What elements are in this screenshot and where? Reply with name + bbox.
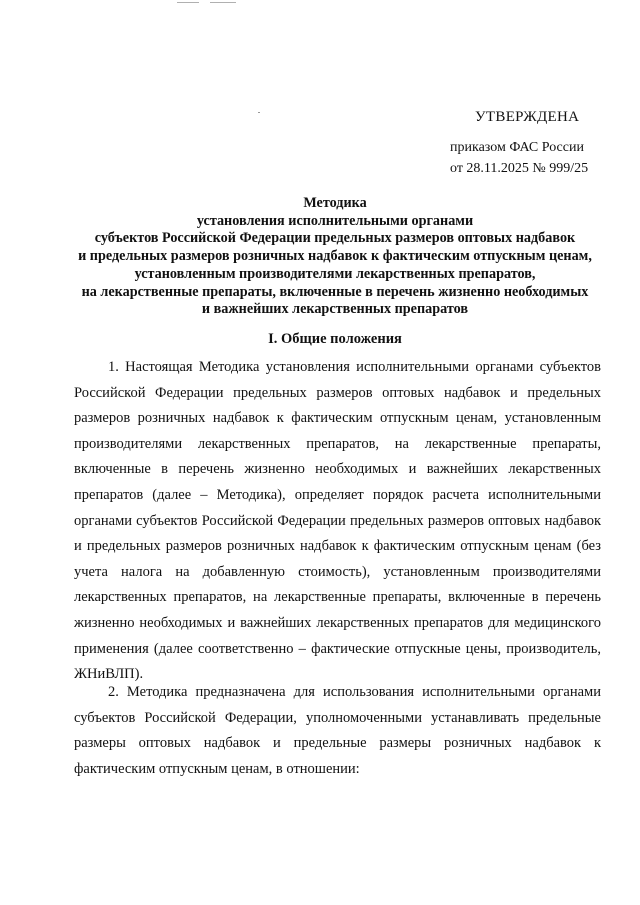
- title-line: и важнейших лекарственных препаратов: [201, 301, 469, 318]
- title-line: установленным производителями лекарственных препаратов,: [134, 265, 536, 282]
- title-line: установления исполнительными органами: [196, 212, 474, 229]
- title-line: Методика: [303, 195, 367, 211]
- approval-date-line: от 28.11.2025 № 999/25: [450, 161, 589, 176]
- title-line: и предельных размеров розничных надбавок к фактическим отпускным ценам,: [78, 248, 592, 265]
- document-title: [60, 195, 610, 319]
- title-line: субъектов Российской Федерации предельных размеров оптовых надбавок: [94, 230, 576, 247]
- approval-order-line: приказом ФАС России: [450, 140, 584, 155]
- title-line: на лекарственные препараты, включенные в перечень жизненно необходимых: [81, 283, 589, 300]
- approval-title: УТВЕРЖДЕНА: [475, 109, 580, 125]
- section-heading: I. Общие положения: [268, 331, 402, 347]
- approval-block: [450, 106, 630, 179]
- paragraph-1: 1. Настоящая Методика установления исполнительными органами субъектов Российской Федерации предельных размеров оптовых надбавок и предельных размеров розничных надбавок к фактическим отпускным ценам, установленным производителями лекарственных препаратов, на лекарственные препараты, включенные в перечень жизненно необходимых и важнейших лекарственных препаратов (далее – Методика), определяет порядок расчета исполнительными органами субъектов Российской Федерации предельных размеров оптовых надбавок и предельных размеров розничных надбавок к фактическим отпускным ценам (без учета налога на добавленную стоимость), установленным производителями лекарственных препаратов, на лекарственные препараты, включенные в перечень жизненно необходимых и важнейших лекарственных препаратов для медицинского применения (далее соответственно – фактические отпускные цены, производитель, ЖНиВЛП).: [74, 359, 601, 683]
- scan-artifact-dot: [258, 112, 260, 113]
- scan-artifact-line: [177, 2, 199, 3]
- paragraph-2: 2. Методика предназначена для использования исполнительными органами субъектов Российской Федерации, уполномоченными устанавливать предельные размеры оптовых надбавок и предельные размеры розничных надбавок к фактическим отпускным ценам, в отношении:: [74, 684, 601, 777]
- scan-artifact-line: [210, 2, 236, 3]
